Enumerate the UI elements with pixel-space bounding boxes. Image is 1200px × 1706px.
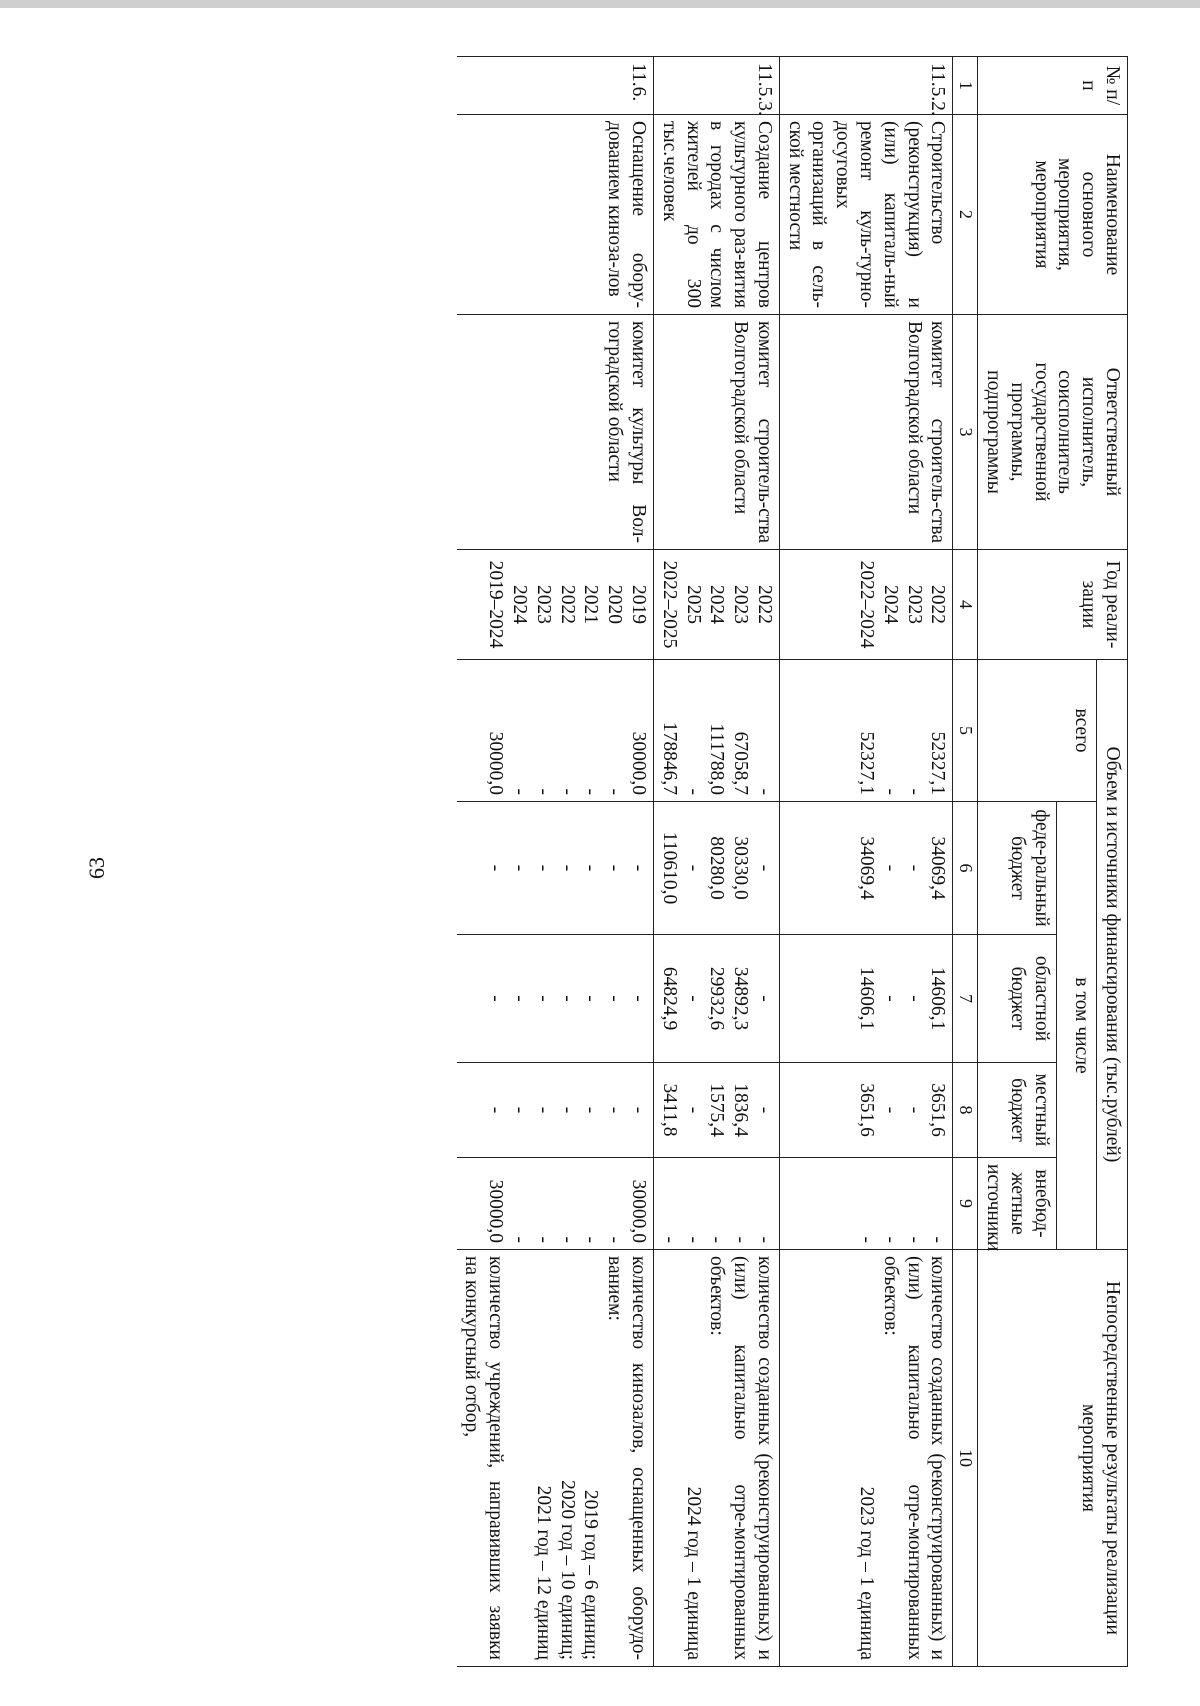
total-cell	[653, 660, 779, 802]
regional-value: 14606,1	[927, 966, 949, 1031]
extrabudget-cell	[779, 1158, 952, 1250]
extrabudget-value: 30000,0	[627, 1179, 649, 1243]
total-value: -	[556, 788, 578, 795]
col-number: 5	[953, 660, 978, 802]
year-value: 2023	[903, 585, 925, 624]
total-value: -	[879, 788, 901, 795]
col-number: 10	[953, 1250, 978, 1667]
federal-value: -	[485, 864, 507, 872]
result-detail: 2021 год – 12 единиц	[532, 1485, 554, 1660]
regional-value: -	[753, 995, 775, 1002]
result-detail: 2020 год – 10 единиц;	[556, 1480, 578, 1660]
row-number	[653, 57, 779, 115]
extrabudget-value: -	[903, 1236, 925, 1243]
federal-value: 34069,4	[856, 836, 878, 900]
executor	[779, 315, 952, 550]
header-name: Наименование основного мероприятия, мероприятия	[978, 115, 1128, 315]
year-value: 2019–2024	[485, 560, 507, 649]
local-cell	[779, 1063, 952, 1158]
year-value: 2022	[927, 585, 949, 624]
result-cell	[653, 1250, 779, 1667]
result-text: количество созданных (реконструированных) и (или) капитально отре-монтированных объектов:	[706, 1256, 775, 1660]
total-value: -	[604, 788, 626, 795]
header-federal: феде-ральный бюджет	[978, 802, 1056, 935]
col-number: 2	[953, 115, 978, 315]
total-value: 67058,7	[730, 731, 752, 795]
extrabudget-value: -	[706, 1236, 728, 1243]
header-results: Непосредственные результаты реализации мероприятия	[978, 1250, 1128, 1667]
extrabudget-value: -	[556, 1236, 578, 1243]
result-detail: 2023 год – 1 единица	[856, 1486, 878, 1660]
year-value: 2023	[730, 585, 752, 624]
page-number: 63	[84, 857, 109, 879]
header-total: всего	[978, 660, 1097, 802]
federal-value: 110610,0	[658, 831, 680, 905]
regional-value: -	[879, 995, 901, 1002]
total-cell	[779, 660, 952, 802]
executor	[457, 315, 654, 550]
col-number: 4	[953, 550, 978, 660]
table-row	[653, 57, 779, 1667]
federal-cell	[457, 802, 654, 935]
local-value: -	[485, 1106, 507, 1114]
year-value: 2019	[627, 585, 649, 624]
years-cell	[457, 550, 654, 660]
federal-cell	[653, 802, 779, 935]
total-value: 111788,0	[706, 723, 728, 795]
row-number-text: 11.5.2.	[927, 63, 949, 116]
extrabudget-value: -	[658, 1236, 680, 1243]
year-value: 2021	[580, 585, 602, 624]
activity-name	[779, 115, 952, 315]
activity-name-text: Строительство (реконструкция) и (или) капиталь-ный ремонт куль-турно-досуговых организаций в сель-ской местности	[784, 121, 949, 308]
local-value: 3411,8	[658, 1083, 680, 1137]
regional-value: -	[509, 995, 531, 1002]
year-value: 2024	[509, 585, 531, 624]
regional-value: -	[604, 995, 626, 1002]
year-value: 2022–2025	[658, 560, 680, 649]
header-including: в том числе	[1056, 802, 1097, 1250]
regional-value: -	[682, 995, 704, 1002]
total-value: -	[753, 788, 775, 795]
executor-text: комитет культуры Вол-гоградской области	[604, 321, 649, 543]
row-number-text: 11.6.	[627, 63, 649, 102]
federal-value: -	[556, 864, 578, 872]
activity-name	[457, 115, 654, 315]
row-number-text: 11.5.3.	[753, 63, 775, 116]
result-detail: 2019 год – 6 единиц;	[580, 1489, 602, 1660]
table-body	[457, 57, 953, 1667]
executor-text: комитет строитель-ства Волгоградской области	[903, 321, 949, 543]
column-numbers-row	[953, 57, 978, 1667]
header-num: № п/п	[978, 57, 1128, 115]
total-value: -	[532, 788, 554, 795]
regional-cell	[653, 935, 779, 1063]
regional-value: -	[580, 995, 602, 1002]
extrabudget-value: -	[879, 1236, 901, 1243]
local-value: -	[627, 1106, 649, 1114]
row-number	[779, 57, 952, 115]
federal-value: -	[879, 864, 901, 872]
extrabudget-value: 30000,0	[485, 1179, 507, 1243]
result-cell	[779, 1250, 952, 1667]
local-value: -	[903, 1106, 925, 1114]
local-cell	[457, 1063, 654, 1158]
col-number: 1	[953, 57, 978, 115]
spacer	[507, 1256, 531, 1660]
activity-name-text: Создание центров культурного раз-вития в городах с числом жителей до 300 тыс.человек	[658, 121, 775, 308]
year-value: 2025	[682, 585, 704, 624]
table-row	[779, 57, 952, 1667]
activity-name	[653, 115, 779, 315]
extrabudget-value: -	[509, 1236, 531, 1243]
regional-value: 64824,9	[658, 966, 680, 1031]
result-text: количество кинозалов, оснащенных оборудо-ванием:	[604, 1256, 649, 1660]
federal-value: -	[604, 864, 626, 872]
federal-value: -	[903, 864, 925, 872]
federal-value: -	[627, 864, 649, 872]
result-extra-text: количество учреждений, направивших заявки на конкурсный отбор,	[461, 1256, 507, 1660]
funding-table	[457, 56, 1128, 1667]
total-value: -	[509, 788, 531, 795]
years-cell	[653, 550, 779, 660]
extrabudget-value: -	[604, 1236, 626, 1243]
regional-value: -	[627, 995, 649, 1002]
result-cell	[457, 1250, 654, 1667]
regional-value: -	[532, 995, 554, 1002]
header-year: Год реали-зации	[978, 550, 1128, 660]
header-row-1	[1097, 57, 1128, 1667]
regional-value: 14606,1	[856, 966, 878, 1031]
federal-value: -	[509, 864, 531, 872]
total-value: -	[682, 788, 704, 795]
extrabudget-value: -	[730, 1236, 752, 1243]
col-number: 6	[953, 802, 978, 935]
funding-table-page	[153, 56, 1128, 1666]
federal-value: 80280,0	[706, 836, 728, 900]
federal-value: 34069,4	[927, 836, 949, 900]
extrabudget-value: -	[927, 1236, 949, 1243]
local-value: 1575,4	[706, 1083, 728, 1137]
year-value: 2023	[532, 585, 554, 624]
executor-text: комитет строитель-ства Волгоградской области	[730, 321, 775, 543]
col-number: 7	[953, 935, 978, 1063]
col-number: 8	[953, 1063, 978, 1158]
federal-value: -	[532, 864, 554, 872]
activity-name-text: Оснащение обору-дованием киноза-лов	[604, 121, 649, 308]
year-value: 2022–2024	[856, 560, 878, 649]
local-cell	[653, 1063, 779, 1158]
regional-cell	[779, 935, 952, 1063]
local-value: -	[753, 1106, 775, 1114]
federal-value: 30330,0	[730, 836, 752, 900]
year-value: 2022	[753, 585, 775, 624]
local-value: -	[532, 1106, 554, 1114]
header-extrabudget: внебюд-жетные источники	[978, 1158, 1056, 1250]
extrabudget-value: -	[856, 1236, 878, 1243]
row-number	[457, 57, 654, 115]
federal-cell	[779, 802, 952, 935]
total-value: -	[580, 788, 602, 795]
local-value: -	[604, 1106, 626, 1114]
regional-value: 34892,3	[730, 966, 752, 1031]
extrabudget-cell	[653, 1158, 779, 1250]
regional-cell	[457, 935, 654, 1063]
total-cell	[457, 660, 654, 802]
extrabudget-value: -	[753, 1236, 775, 1243]
regional-value: -	[485, 995, 507, 1002]
year-value: 2022	[556, 585, 578, 624]
local-value: -	[509, 1106, 531, 1114]
extrabudget-cell	[457, 1158, 654, 1250]
extrabudget-value: -	[580, 1236, 602, 1243]
total-value: 52327,1	[856, 731, 878, 795]
table-row	[457, 57, 654, 1667]
local-value: 3651,6	[927, 1083, 949, 1137]
total-value: 30000,0	[485, 731, 507, 795]
year-value: 2020	[604, 585, 626, 624]
regional-value: -	[903, 995, 925, 1002]
year-value: 2024	[879, 585, 901, 624]
total-value: 30000,0	[627, 731, 649, 795]
executor	[653, 315, 779, 550]
header-regional: областной бюджет	[978, 935, 1056, 1063]
years-cell	[779, 550, 952, 660]
total-value: 52327,1	[927, 731, 949, 795]
federal-value: -	[682, 864, 704, 872]
local-value: -	[879, 1106, 901, 1114]
local-value: 3651,6	[856, 1083, 878, 1137]
year-value: 2024	[706, 585, 728, 624]
total-value: 178846,7	[658, 721, 680, 795]
header-local: местный бюджет	[978, 1063, 1056, 1158]
regional-value: -	[556, 995, 578, 1002]
local-value: -	[580, 1106, 602, 1114]
local-value: -	[682, 1106, 704, 1114]
extrabudget-value: -	[532, 1236, 554, 1243]
result-text: количество созданных (реконструированных) и (или) капитально отре-монтированных объектов:	[879, 1256, 949, 1660]
header-executor: Ответственный исполнитель, соисполнитель государственной программы, подпрограммы	[978, 315, 1128, 550]
col-number: 3	[953, 315, 978, 550]
local-value: 1836,4	[730, 1083, 752, 1137]
extrabudget-value: -	[682, 1236, 704, 1243]
local-value: -	[556, 1106, 578, 1114]
regional-value: 29932,6	[706, 966, 728, 1031]
result-detail: 2024 год – 1 единица	[682, 1486, 704, 1660]
scan-edge	[0, 0, 1200, 8]
col-number: 9	[953, 1158, 978, 1250]
header-funding: Объем и источники финансирования (тыс.рублей)	[1097, 660, 1128, 1250]
federal-value: -	[580, 864, 602, 872]
total-value: -	[903, 788, 925, 795]
federal-value: -	[753, 864, 775, 872]
